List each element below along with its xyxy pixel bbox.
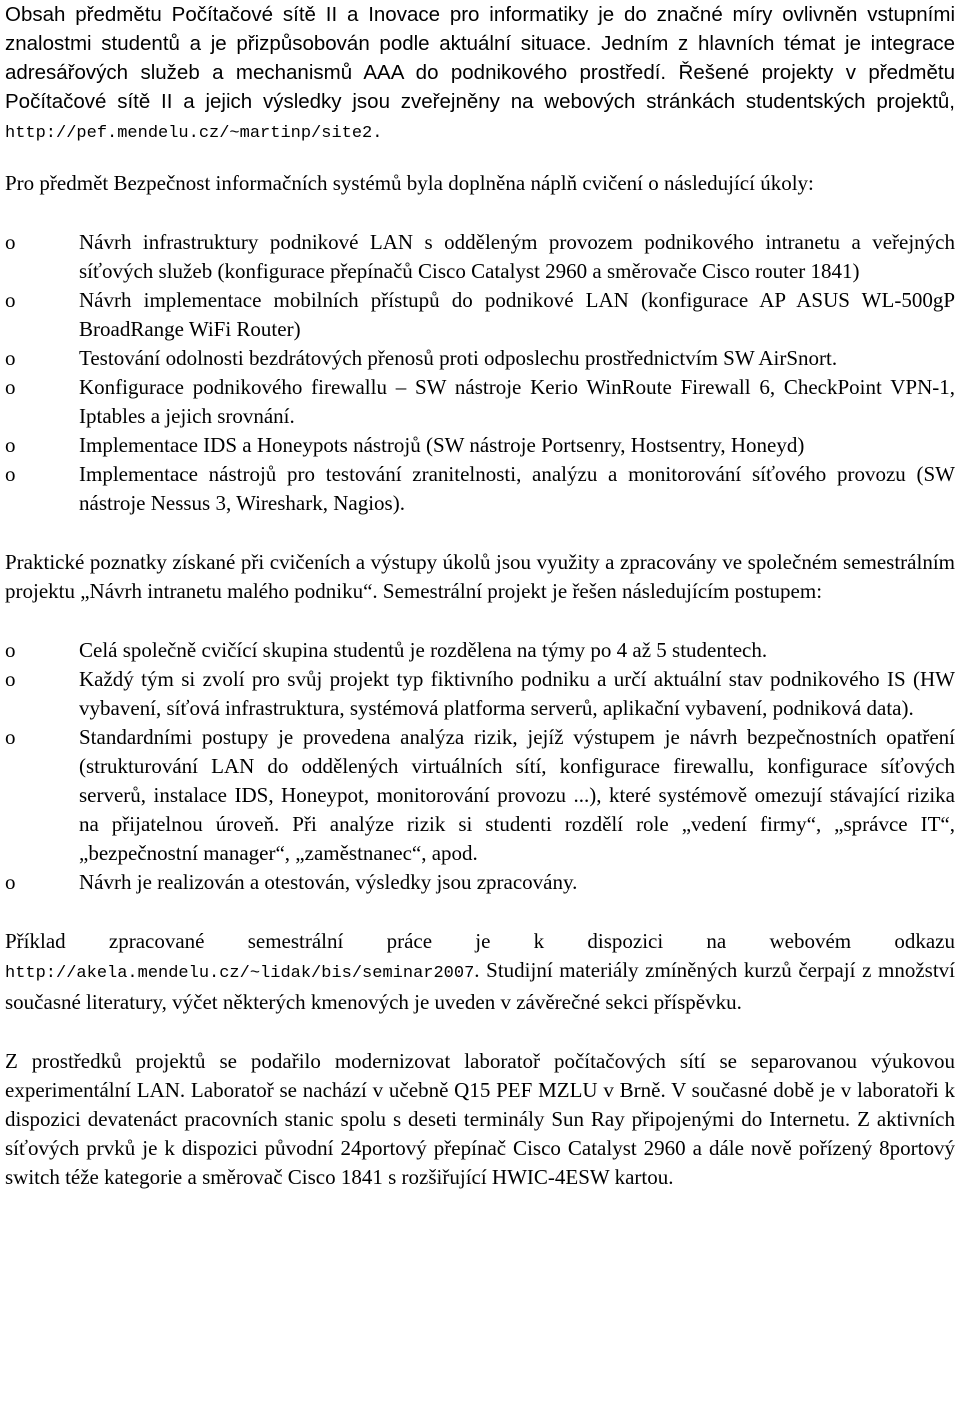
list-bullet: o [5, 288, 16, 312]
list-bullet: o [5, 433, 16, 457]
intro-text: Obsah předmětu Počítačové sítě II a Inovace pro informatiky je do značné míry ovlivněn vstupními znalostmi studentů a je přizpůsobován podle aktuální situace. Jedním z hlavních témat je integrace adresářových služeb a mechanismů AAA do podnikového prostředí. Řešené projekty v předmětu Počítačové sítě II a jejich výsledky jsou zveřejněny na webových stránkách studentských projektů, [5, 3, 955, 113]
list-item-text: Návrh implementace mobilních přístupů do podnikové LAN (konfigurace AP ASUS WL-500gP BroadRange WiFi Router) [79, 288, 955, 341]
list-item [5, 868, 955, 897]
list-item [5, 344, 955, 373]
list-bullet: o [5, 667, 16, 691]
list-bullet: o [5, 375, 16, 399]
list-item [5, 286, 955, 344]
list-item [5, 228, 955, 286]
list-item [5, 636, 955, 665]
list-bullet: o [5, 638, 16, 662]
list-item-text: Implementace nástrojů pro testování zranitelnosti, analýzu a monitorování síťového provozu (SW nástroje Nessus 3, Wireshark, Nagios). [79, 462, 955, 515]
list-item [5, 373, 955, 431]
list-item-text: Každý tým si zvolí pro svůj projekt typ fiktivního podniku a určí aktuální stav podnikového IS (HW vybavení, síťová infrastruktura, systémová platforma serverů, aplikační vybavení, podniková data). [79, 667, 955, 720]
list-item-text: Návrh infrastruktury podnikové LAN s odděleným provozem podnikového intranetu a veřejných síťových služeb (konfigurace přepínačů Cisco Catalyst 2960 a směrovače Cisco router 1841) [79, 230, 955, 283]
list-item-text: Testování odolnosti bezdrátových přenosů proti odposlechu prostřednictvím SW AirSnort. [79, 346, 838, 370]
list-item-text: Implementace IDS a Honeypots nástrojů (SW nástroje Portsenry, Hostsentry, Honeyd) [79, 433, 805, 457]
list-item-text: Návrh je realizován a otestován, výsledky jsou zpracovány. [79, 870, 578, 894]
bezpecnost-intro: Pro předmět Bezpečnost informačních systémů byla doplněna náplň cvičení o následující úkoly: [5, 171, 814, 195]
list-item [5, 723, 955, 868]
priklad-text-after: . Studijní materiály zmíněných kurzů čerpají z množství současné literatury, výčet některých kmenových je uveden v závěrečné sekci příspěvku. [5, 958, 955, 1014]
list-item-text: Konfigurace podnikového firewallu – SW nástroje Kerio WinRoute Firewall 6, CheckPoint VPN-1, Iptables a jejich srovnání. [79, 375, 955, 428]
document-page [5, 0, 955, 1192]
intro-paragraph [5, 0, 955, 148]
laborator-paragraph: Z prostředků projektů se podařilo modernizovat laboratoř počítačových sítí se separovanou výukovou experimentální LAN. Laboratoř se nachází v učebně Q15 PEF MZLU v Brně. V současné době je v laboratoři k dispozici devatenáct pracovních stanic spolu s deseti terminály Sun Ray připojenými do Internetu. Z aktivních síťových prvků je k dispozici původní 24portový přepínač Cisco Catalyst 2960 a dále nově pořízený 8portový switch téže kategorie a směrovač Cisco 1841 s rozšiřující HWIC-4ESW kartou. [5, 1049, 955, 1189]
list-item-text: Standardními postupy je provedena analýza rizik, jejíž výstupem je návrh bezpečnostních opatření (strukturování LAN do oddělených virtuálních sítí, konfigurace firewallu, konfigurace síťových serverů, instalace IDS, Honeypot, monitorování provozu ...), které systémově omezují stávající rizika na přijatelnou úroveň. Při analýze rizik si studenti rozdělí role „vedení firmy“, „správce IT“, „bezpečnostní manager“, „zaměstnanec“, apod. [79, 725, 955, 865]
seminar-link[interactable]: http://akela.mendelu.cz/~lidak/bis/seminar2007 [5, 964, 475, 983]
list-bullet: o [5, 230, 16, 254]
bezpecnost-task-list [5, 228, 955, 518]
list-bullet: o [5, 725, 16, 749]
list-item [5, 665, 955, 723]
intro-url: http://pef.mendelu.cz/~martinp/site2. [5, 124, 383, 143]
list-item-text: Celá společně cvičící skupina studentů je rozdělena na týmy po 4 až 5 studentech. [79, 638, 768, 662]
list-item [5, 460, 955, 518]
project-steps-list [5, 636, 955, 897]
prakticke-intro: Praktické poznatky získané při cvičeních a výstupy úkolů jsou využity a zpracovány ve společném semestrálním projektu „Návrh intranetu malého podniku“. Semestrální projekt je řešen následujícím postupem: [5, 550, 955, 603]
list-item [5, 431, 955, 460]
list-bullet: o [5, 462, 16, 486]
priklad-paragraph [5, 927, 955, 1017]
priklad-text-before: Příklad zpracované semestrální práce je k dispozici na webovém odkazu [5, 929, 955, 953]
list-bullet: o [5, 346, 16, 370]
list-bullet: o [5, 870, 16, 894]
